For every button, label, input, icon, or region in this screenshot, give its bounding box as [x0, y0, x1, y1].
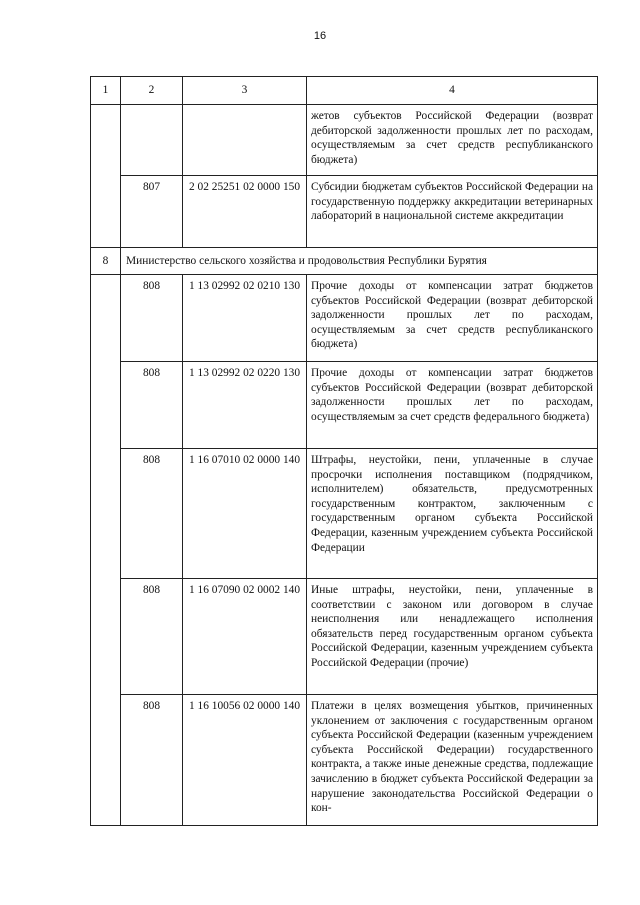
table-row-continuation [91, 105, 598, 176]
revenue-description: Платежи в целях возмещения убытков, причиненных уклонением от заключения с государственным органом субъекта Российской Федерации (казенным учреждением субъекта Российской Федерации) государственного контракта, а также иные денежные средства, подлежащие зачислению в бюджет субъекта Российской Федерации за нарушение законодательства Российской Федерации о кон- [307, 695, 598, 826]
page-number: 16 [313, 30, 327, 42]
budget-code: 1 13 02992 02 0210 130 [183, 275, 307, 362]
table-row [91, 176, 598, 248]
budget-code-cell-empty [183, 105, 307, 176]
admin-code-cell-empty [121, 105, 183, 176]
table-row [91, 579, 598, 695]
table-row [91, 695, 598, 826]
header-col-3: 3 [183, 77, 307, 105]
section-number-cell-empty [91, 105, 121, 248]
header-col-4: 4 [307, 77, 598, 105]
budget-code: 1 16 07010 02 0000 140 [183, 449, 307, 579]
budget-code: 1 16 07090 02 0002 140 [183, 579, 307, 695]
table-header-row [91, 77, 598, 105]
header-col-2: 2 [121, 77, 183, 105]
admin-code: 808 [121, 449, 183, 579]
table-row [91, 449, 598, 579]
header-col-1: 1 [91, 77, 121, 105]
table-row [91, 362, 598, 449]
revenue-description: Прочие доходы от компенсации затрат бюджетов субъектов Российской Федерации (возврат дебиторской задолженности прошлых лет по расходам, осуществляемым за счет средств федерального бюджета) [307, 362, 598, 449]
budget-code: 1 13 02992 02 0220 130 [183, 362, 307, 449]
budget-codes-table [90, 76, 598, 826]
section-number-cell-empty [91, 275, 121, 826]
revenue-description: жетов субъектов Российской Федерации (возврат дебиторской задолженности прошлых лет по расходам, осуществляемым за счет средств республиканского бюджета) [307, 105, 598, 176]
admin-code: 808 [121, 362, 183, 449]
budget-code: 1 16 10056 02 0000 140 [183, 695, 307, 826]
admin-code: 808 [121, 275, 183, 362]
revenue-description: Прочие доходы от компенсации затрат бюджетов субъектов Российской Федерации (возврат дебиторской задолженности прошлых лет по расходам, осуществляемым за счет средств республиканского бюджета) [307, 275, 598, 362]
ministry-title: Министерство сельского хозяйства и продовольствия Республики Бурятия [121, 248, 598, 275]
revenue-description: Штрафы, неустойки, пени, уплаченные в случае просрочки исполнения поставщиком (подрядчиком, исполнителем) обязательств, предусмотренных государственным контрактом, заключенным с государственным органом субъекта Российской Федерации, казенным учреждением субъекта Российской Федерации [307, 449, 598, 579]
budget-code: 2 02 25251 02 0000 150 [183, 176, 307, 248]
revenue-description: Иные штрафы, неустойки, пени, уплаченные в соответствии с законом или договором в случае неисполнения или ненадлежащего исполнения обязательств перед государственным органом субъекта Российской Федерации, казенным учреждением субъекта Российской Федерации (прочие) [307, 579, 598, 695]
admin-code: 808 [121, 579, 183, 695]
section-header-row [91, 248, 598, 275]
admin-code: 808 [121, 695, 183, 826]
revenue-description: Субсидии бюджетам субъектов Российской Федерации на государственную поддержку аккредитации ветеринарных лабораторий в национальной системе аккредитации [307, 176, 598, 248]
table-row [91, 275, 598, 362]
admin-code: 807 [121, 176, 183, 248]
section-number: 8 [91, 248, 121, 275]
